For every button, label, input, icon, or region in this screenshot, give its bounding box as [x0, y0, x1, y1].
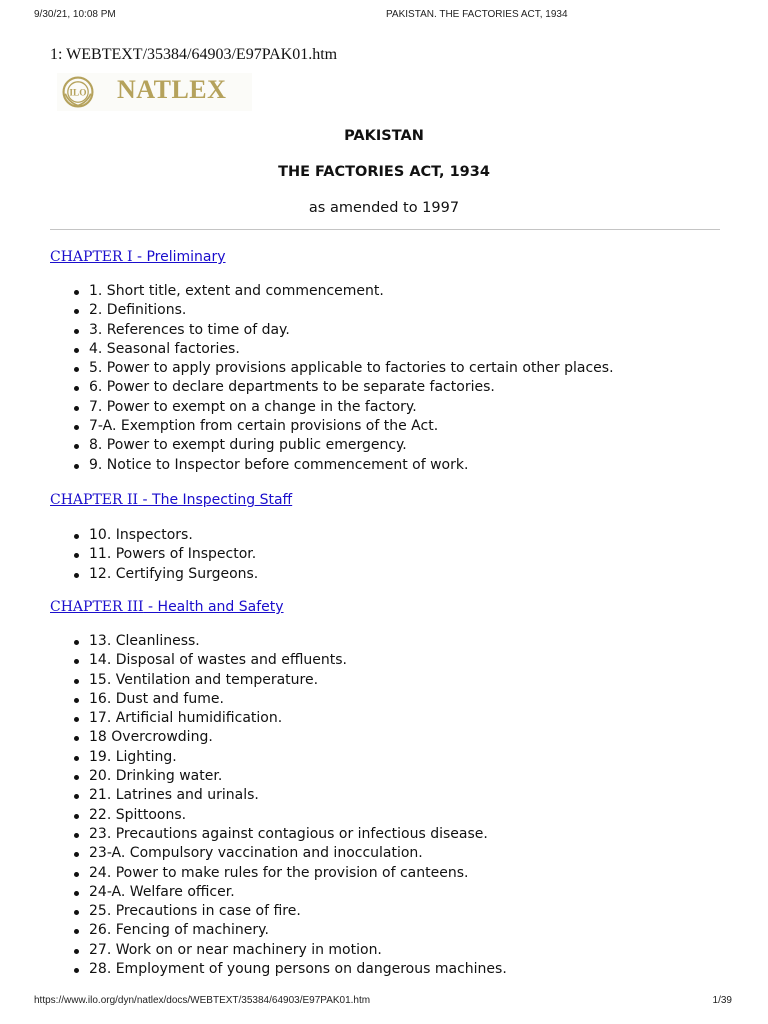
bullet	[74, 929, 79, 934]
bullet	[74, 573, 79, 578]
section-list-chapter-2	[0, 526, 258, 584]
ilo-seal-icon	[61, 75, 95, 109]
list-item[interactable]: 13. Cleanliness.	[89, 632, 507, 651]
bullet	[74, 852, 79, 857]
print-url: https://www.ilo.org/dyn/natlex/docs/WEBTEXT/35384/64903/E97PAK01.htm	[34, 995, 371, 1006]
act-title: THE FACTORIES ACT, 1934	[278, 164, 490, 180]
bullet	[74, 968, 79, 973]
list-item[interactable]: 15. Ventilation and temperature.	[89, 671, 507, 690]
bullet	[74, 444, 79, 449]
bullet	[74, 775, 79, 780]
section-list-chapter-3	[0, 632, 507, 979]
chapter-link-2[interactable]	[50, 492, 292, 508]
bullet	[74, 640, 79, 645]
print-header	[34, 9, 732, 23]
bullet	[74, 659, 79, 664]
list-item[interactable]: 12. Certifying Surgeons.	[89, 565, 258, 584]
amendment-note: as amended to 1997	[308, 200, 460, 216]
list-item[interactable]: 24-A. Welfare officer.	[89, 883, 507, 902]
bullet	[74, 348, 79, 353]
bullet	[74, 367, 79, 372]
list-item[interactable]: 20. Drinking water.	[89, 767, 507, 786]
list-item[interactable]: 3. References to time of day.	[89, 321, 614, 340]
list-item[interactable]: 25. Precautions in case of fire.	[89, 902, 507, 921]
bullet	[74, 425, 79, 430]
bullet	[74, 814, 79, 819]
bullet	[74, 553, 79, 558]
list-item[interactable]: 7-A. Exemption from certain provisions of the Act.	[89, 417, 614, 436]
list-item[interactable]: 26. Fencing of machinery.	[89, 921, 507, 940]
list-item[interactable]: 23-A. Compulsory vaccination and inocculation.	[89, 844, 507, 863]
list-item[interactable]: 2. Definitions.	[89, 301, 614, 320]
bullet	[74, 329, 79, 334]
bullet	[74, 891, 79, 896]
seal-letters: ILO	[69, 88, 87, 99]
bullet	[74, 794, 79, 799]
list-item[interactable]: 14. Disposal of wastes and effluents.	[89, 651, 507, 670]
print-title: PAKISTAN. THE FACTORIES ACT, 1934	[386, 9, 568, 20]
bullet	[74, 534, 79, 539]
list-item[interactable]: 17. Artificial humidification.	[89, 709, 507, 728]
list-item[interactable]: 24. Power to make rules for the provision of canteens.	[89, 864, 507, 883]
list-item[interactable]: 18 Overcrowding.	[89, 728, 507, 747]
bullet	[74, 833, 79, 838]
country-heading: PAKISTAN	[344, 128, 424, 144]
section-list-chapter-1	[0, 282, 614, 475]
list-item[interactable]: 11. Powers of Inspector.	[89, 545, 258, 564]
list-item[interactable]: 9. Notice to Inspector before commencement of work.	[89, 456, 614, 475]
chapter-number: CHAPTER II	[50, 492, 139, 508]
bullet	[74, 698, 79, 703]
bullet	[74, 736, 79, 741]
bullet	[74, 872, 79, 877]
page-number: 1/39	[712, 995, 732, 1006]
bullet	[74, 756, 79, 761]
divider	[50, 229, 720, 230]
list-item[interactable]: 23. Precautions against contagious or infectious disease.	[89, 825, 507, 844]
list-item[interactable]: 28. Employment of young persons on dangerous machines.	[89, 960, 507, 979]
list-item[interactable]: 7. Power to exempt on a change in the factory.	[89, 398, 614, 417]
list-item[interactable]: 5. Power to apply provisions applicable to factories to certain other places.	[89, 359, 614, 378]
print-date: 9/30/21, 10:08 PM	[34, 9, 116, 20]
list-item[interactable]: 22. Spittoons.	[89, 806, 507, 825]
list-item[interactable]: 1. Short title, extent and commencement.	[89, 282, 614, 301]
natlex-logo[interactable]	[57, 73, 252, 111]
bullet	[74, 949, 79, 954]
chapter-link-1[interactable]	[50, 249, 226, 265]
list-item[interactable]: 10. Inspectors.	[89, 526, 258, 545]
bullet	[74, 679, 79, 684]
chapter-link-3[interactable]	[50, 599, 284, 615]
bullet	[74, 910, 79, 915]
print-footer	[34, 995, 732, 1009]
bullet	[74, 717, 79, 722]
bullet	[74, 406, 79, 411]
list-item[interactable]: 4. Seasonal factories.	[89, 340, 614, 359]
bullet	[74, 464, 79, 469]
chapter-title: - The Inspecting Staff	[138, 492, 293, 508]
logo-text: NATLEX	[117, 75, 227, 104]
chapter-number: CHAPTER III	[50, 599, 144, 615]
list-item[interactable]: 27. Work on or near machinery in motion.	[89, 941, 507, 960]
bullet	[74, 386, 79, 391]
chapter-number: CHAPTER I	[50, 249, 133, 265]
list-item[interactable]: 21. Latrines and urinals.	[89, 786, 507, 805]
list-item[interactable]: 8. Power to exempt during public emergency.	[89, 436, 614, 455]
bullet	[74, 290, 79, 295]
chapter-title: - Preliminary	[132, 249, 226, 265]
bullet	[74, 309, 79, 314]
webtext-path: 1: WEBTEXT/35384/64903/E97PAK01.htm	[50, 46, 338, 63]
list-item[interactable]: 16. Dust and fume.	[89, 690, 507, 709]
chapter-title: - Health and Safety	[143, 599, 284, 615]
list-item[interactable]: 19. Lighting.	[89, 748, 507, 767]
list-item[interactable]: 6. Power to declare departments to be separate factories.	[89, 378, 614, 397]
